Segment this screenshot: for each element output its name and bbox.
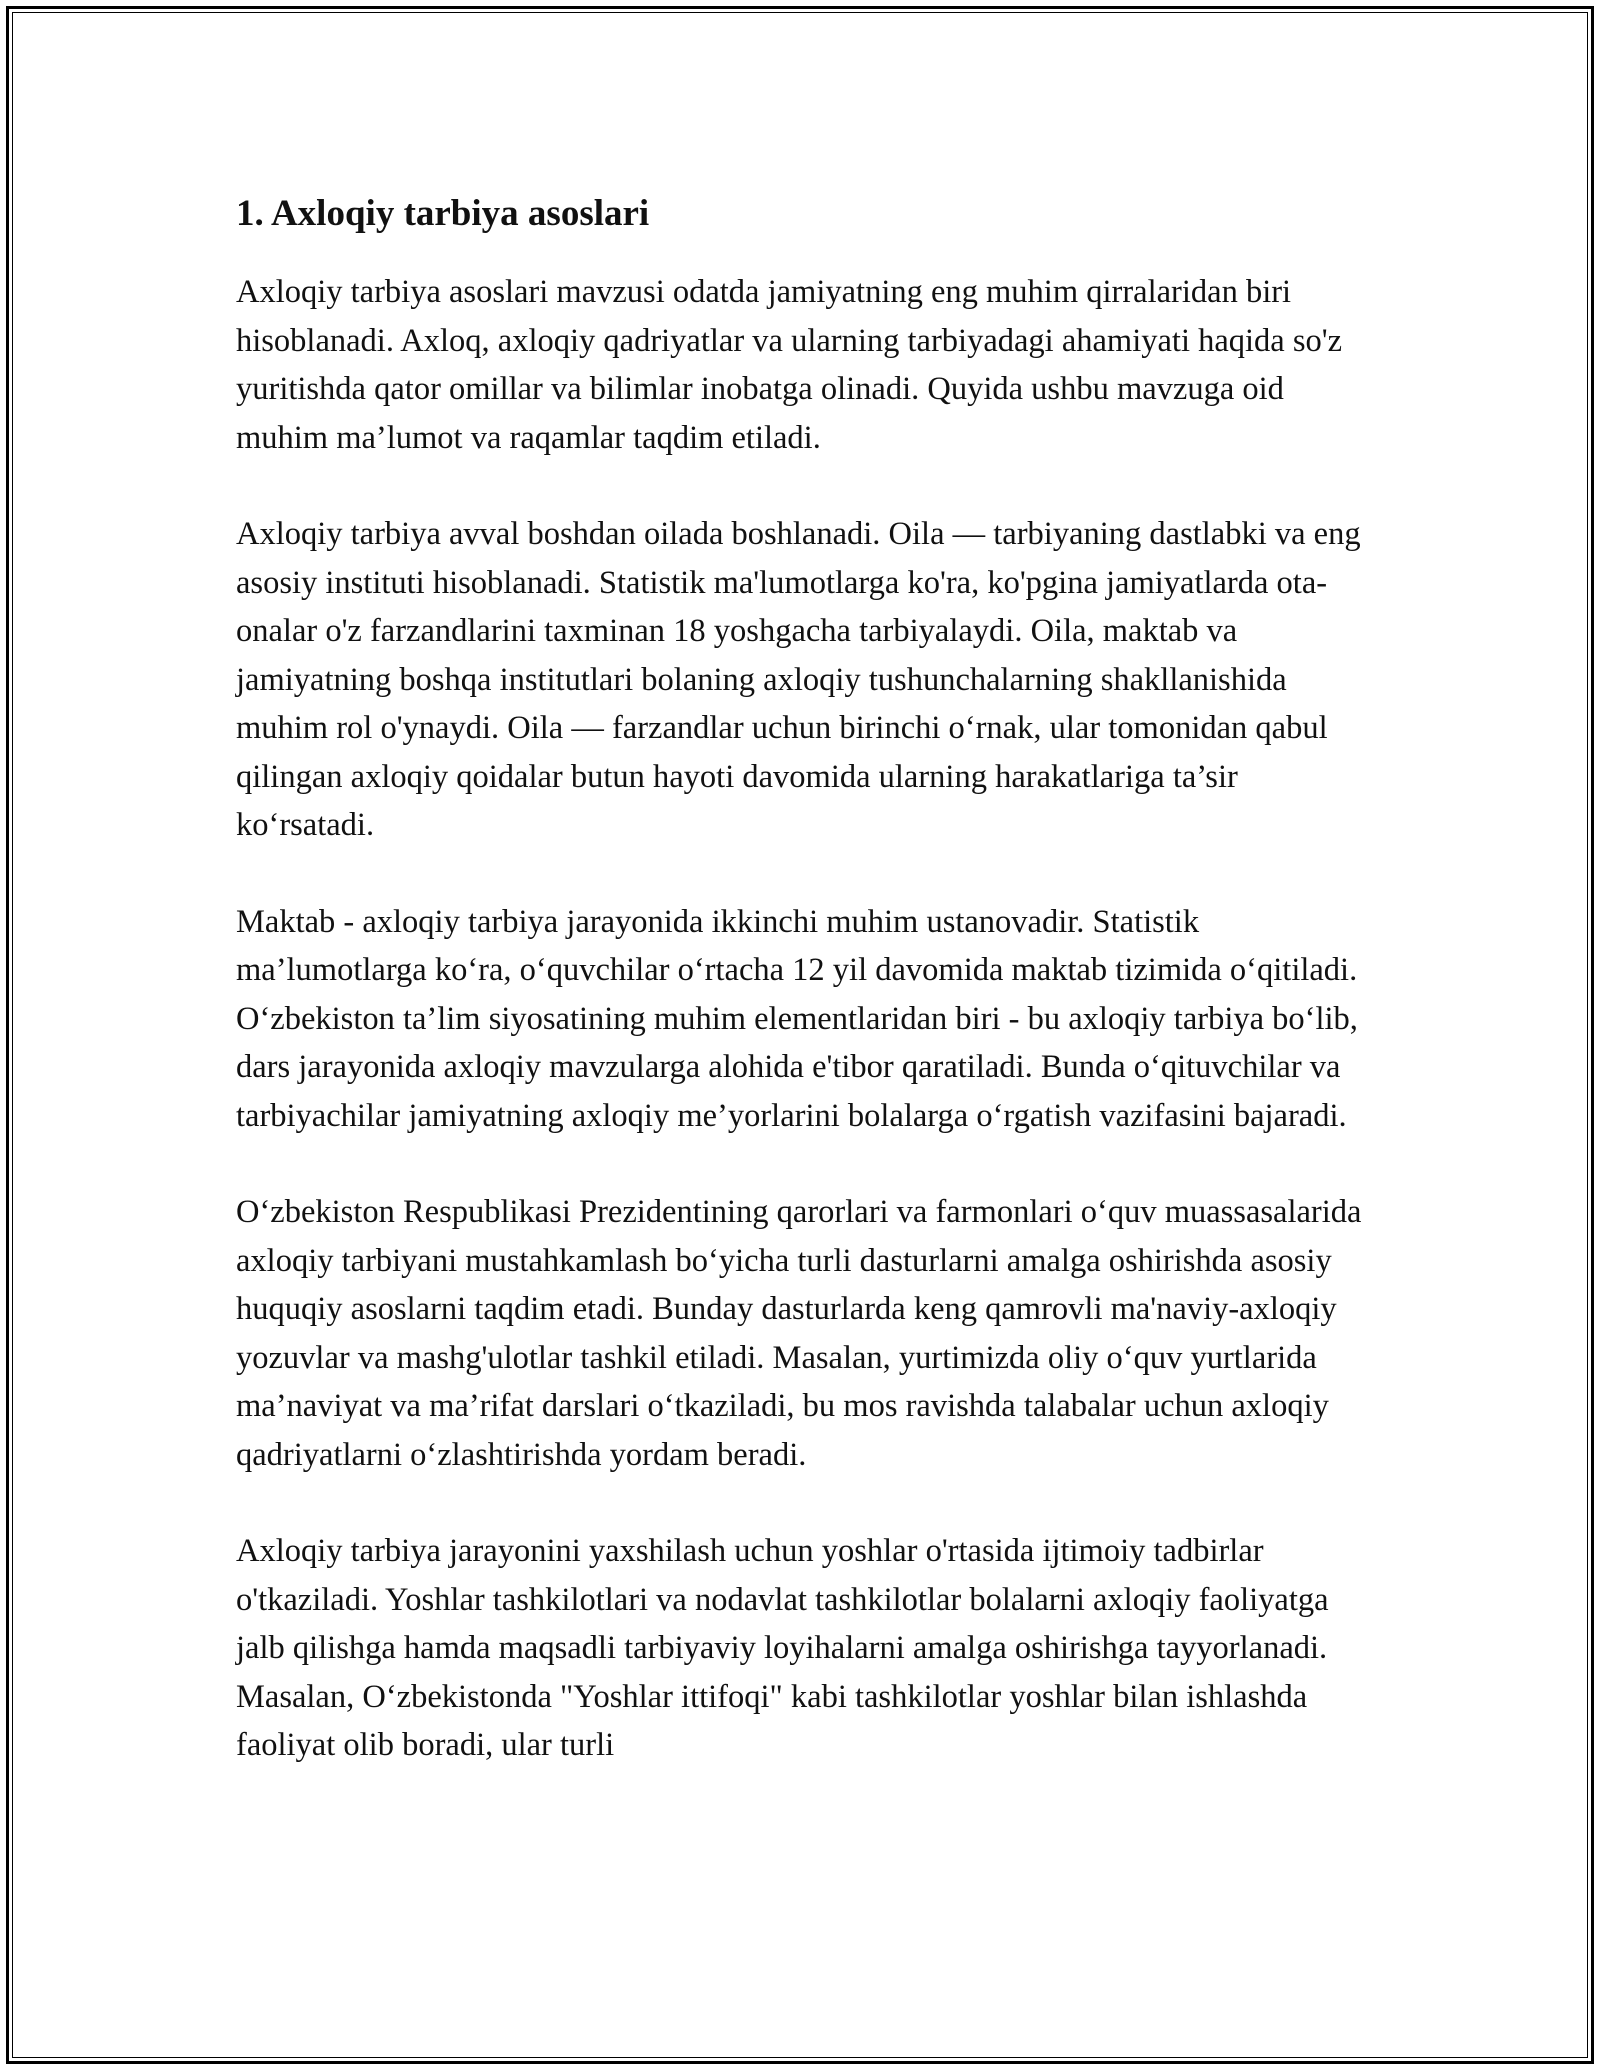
paragraph-2: Axloqiy tarbiya avval boshdan oilada boshlanadi. Oila — tarbiyaning dastlabki va eng asosiy instituti hisoblanadi. Statistik ma'lumotlarga ko'ra, ko'pgina jamiyatlarda ota-onalar o'z farzandlarini taxminan 18 yoshgacha tarbiyalaydi. Oila, maktab va jamiyatning boshqa institutlari bolaning axloqiy tushunchalarning shakllanishida muhim rol o'ynaydi. Oila — farzandlar uchun birinchi o‘rnak, ular tomonidan qabul qilingan axloqiy qoidalar butun hayoti davomida ularning harakatlariga ta’sir ko‘rsatadi. xyxy=(236,516,1361,843)
paragraph-3: Maktab - axloqiy tarbiya jarayonida ikkinchi muhim ustanovadir. Statistik ma’lumotlarga ko‘ra, o‘quvchilar o‘rtacha 12 yil davomida maktab tizimida o‘qitiladi. O‘zbekiston ta’lim siyosatining muhim elementlaridan biri - bu axloqiy tarbiya bo‘lib, dars jarayonida axloqiy mavzularga alohida e'tibor qaratiladi. Bunda o‘qituvchilar va tarbiyachilar jamiyatning axloqiy me’yorlarini bolalarga o‘rgatish vazifasini bajaradi. xyxy=(236,903,1358,1134)
document-body xyxy=(236,186,1376,1770)
paragraph-4: O‘zbekiston Respublikasi Prezidentining qarorlari va farmonlari o‘quv muassasalarida axloqiy tarbiyani mustahkamlash bo‘yicha turli dasturlarni amalga oshirishda asosiy huquqiy asoslarni taqdim etadi. Bunday dasturlarda keng qamrovli ma'naviy-axloqiy yozuvlar va mashg'ulotlar tashkil etiladi. Masalan, yurtimizda oliy o‘quv yurtlarida ma’naviyat va ma’rifat darslari o‘tkaziladi, bu mos ravishda talabalar uchun axloqiy qadriyatlarni o‘zlashtirishda yordam beradi. xyxy=(236,1194,1362,1473)
paragraph-1: Axloqiy tarbiya asoslari mavzusi odatda jamiyatning eng muhim qirralaridan biri hisoblanadi. Axloq, axloqiy qadriyatlar va ularning tarbiyadagi ahamiyati haqida so'z yuritishda qator omillar va bilimlar inobatga olinadi. Quyida ushbu mavzuga oid muhim ma’lumot va raqamlar taqdim etiladi. xyxy=(236,274,1343,456)
paragraph-5: Axloqiy tarbiya jarayonini yaxshilash uchun yoshlar o'rtasida ijtimoiy tadbirlar o'tkaziladi. Yoshlar tashkilotlari va nodavlat tashkilotlar bolalarni axloqiy faoliyatga jalb qilishga hamda maqsadli tarbiyaviy loyihalarni amalga oshirishga tayyorlanadi. Masalan, O‘zbekistonda "Yoshlar ittifoqi" kabi tashkilotlar yoshlar bilan ishlashda faoliyat olib boradi, ular turli xyxy=(236,1533,1329,1763)
section-heading: 1. Axloqiy tarbiya asoslari xyxy=(236,193,650,234)
